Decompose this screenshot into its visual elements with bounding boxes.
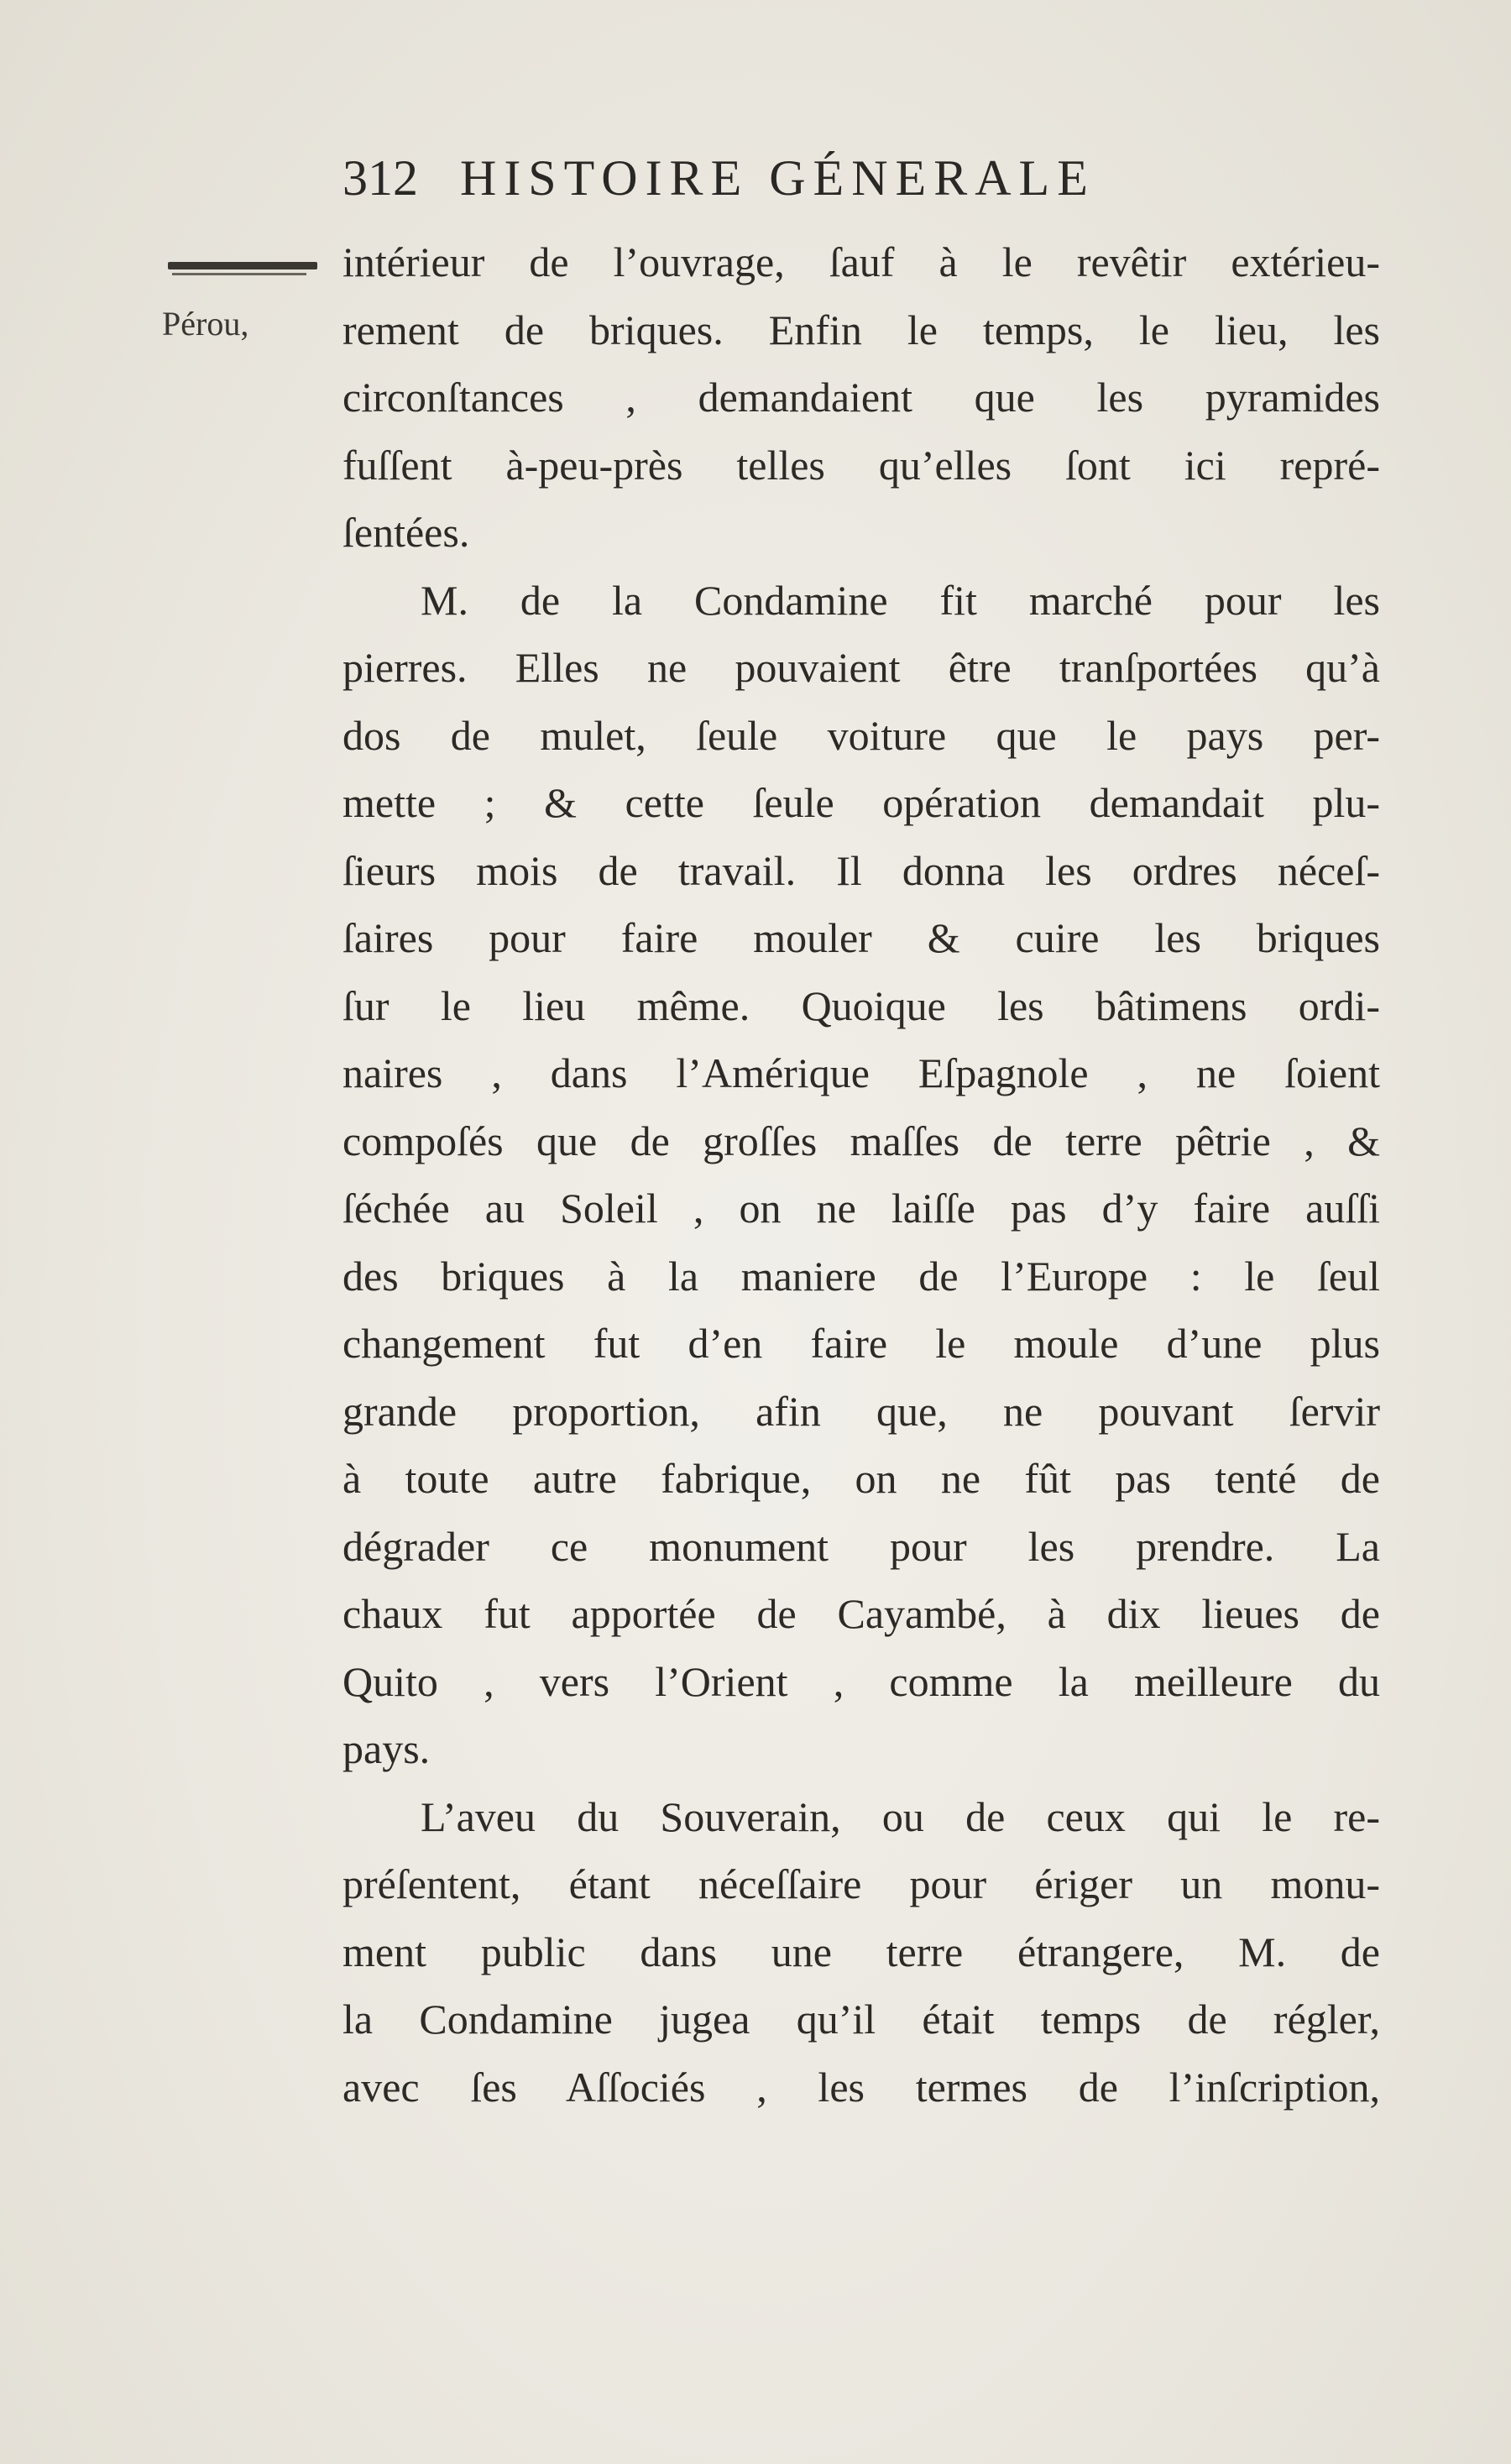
text-line: circonſtances , demandaient que les pyramides xyxy=(342,374,1380,421)
text-line: ſieurs mois de travail. Il donna les ordres néceſ- xyxy=(342,846,1380,894)
text-line: à toute autre fabrique, on ne fût pas tenté de xyxy=(342,1455,1380,1502)
text-line: M. de la Condamine fit marché pour les xyxy=(421,576,1380,624)
text-line: fuſſent à-peu-près telles qu’elles ſont ici repré- xyxy=(342,441,1380,489)
page-number: 312 xyxy=(342,150,418,206)
text-line: intérieur de l’ouvrage, ſauf à le revêtir extérieu- xyxy=(342,238,1380,285)
margin-note: Pérou, xyxy=(162,305,249,343)
running-header xyxy=(342,149,1232,207)
text-line: des briques à la maniere de l’Europe : le ſeul xyxy=(342,1252,1380,1300)
text-line: pierres. Elles ne pouvaient être tranſportées qu’à xyxy=(342,644,1380,691)
margin-rule xyxy=(168,262,317,269)
text-line: changement fut d’en faire le moule d’une plus xyxy=(342,1320,1380,1367)
text-line: chaux fut apportée de Cayambé, à dix lieues de xyxy=(342,1590,1380,1637)
running-title: HISTOIRE GÉNERALE xyxy=(460,150,1095,206)
text-line: compoſés que de groſſes maſſes de terre pêtrie , & xyxy=(342,1117,1380,1164)
text-line: ment public dans une terre étrangere, M. de xyxy=(342,1928,1380,1975)
text-line: ſentées. xyxy=(342,509,470,556)
text-line: ſaires pour faire mouler & cuire les briques xyxy=(342,914,1380,961)
text-line: préſentent, étant néceſſaire pour ériger un monu- xyxy=(342,1860,1380,1907)
text-line: la Condamine jugea qu’il était temps de régler, xyxy=(342,1996,1380,2043)
text-line: pays. xyxy=(342,1725,431,1772)
text-line: ſur le lieu même. Quoique les bâtimens ordi- xyxy=(342,981,1380,1029)
text-line: naires , dans l’Amérique Eſpagnole , ne ſoient xyxy=(342,1049,1380,1096)
text-line: Quito , vers l’Orient , comme la meilleure du xyxy=(342,1657,1380,1705)
text-line: grande proportion, afin que, ne pouvant ſervir xyxy=(342,1387,1380,1435)
text-line: ſéchée au Soleil , on ne laiſſe pas d’y faire auſſi xyxy=(342,1185,1380,1232)
margin-rule-shadow xyxy=(172,273,306,275)
text-line: L’aveu du Souverain, ou de ceux qui le re- xyxy=(421,1792,1380,1840)
text-line: dégrader ce monument pour les prendre. La xyxy=(342,1522,1380,1570)
text-line: rement de briques. Enfin le temps, le lieu, les xyxy=(342,306,1380,353)
text-line: mette ; & cette ſeule opération demandait plu- xyxy=(342,779,1380,826)
text-line: avec ſes Aſſociés , les termes de l’inſcription, xyxy=(342,2063,1380,2111)
text-line: dos de mulet, ſeule voiture que le pays per- xyxy=(342,711,1380,759)
